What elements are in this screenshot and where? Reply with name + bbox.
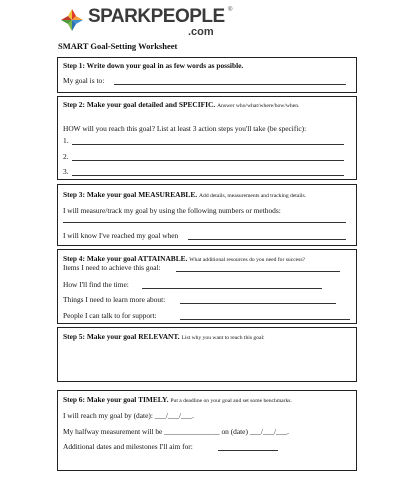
milestones-line[interactable] bbox=[218, 450, 278, 451]
action-step-2-line[interactable] bbox=[72, 160, 344, 161]
step5-heading: Step 5: Make your goal RELEVANT. bbox=[63, 332, 180, 341]
find-time-line[interactable] bbox=[142, 288, 322, 289]
find-time-label: How I'll find the time: bbox=[63, 280, 129, 289]
step3-hint: Add details, measurements and tracking details. bbox=[199, 193, 307, 199]
halfway-measurement-label: My halfway measurement will be _______________ on (date) ___/___/___. bbox=[63, 427, 289, 436]
step3-heading: Step 3: Make your goal MEASUREABLE. bbox=[63, 190, 198, 199]
items-needed-label: Items I need to achieve this goal: bbox=[63, 263, 161, 272]
items-needed-line[interactable] bbox=[176, 271, 340, 272]
milestones-label: Additional dates and milestones I'll aim for: bbox=[63, 442, 193, 451]
know-label: I will know I've reached my goal when bbox=[63, 231, 179, 240]
action-step-2-label: 2. bbox=[63, 152, 69, 161]
step1-heading: Step 1: Write down your goal in as few words as possible. bbox=[63, 61, 244, 70]
sparkpeople-logo bbox=[60, 6, 260, 42]
support-people-label: People I can talk to for support: bbox=[63, 311, 157, 320]
step6-hint: Put a deadline on your goal and set some benchmarks. bbox=[170, 398, 292, 404]
step5-section bbox=[57, 327, 357, 382]
action-step-3-label: 3. bbox=[63, 167, 69, 176]
goal-label: My goal is to: bbox=[63, 76, 105, 85]
support-people-line[interactable] bbox=[180, 319, 350, 320]
action-steps-question: HOW will you reach this goal? List at least 3 action steps you'll take (be specific): bbox=[63, 124, 307, 133]
step4-heading: Step 4: Make your goal ATTAINABLE. bbox=[63, 254, 188, 263]
step6-section bbox=[57, 390, 357, 471]
step2-section bbox=[57, 96, 357, 180]
know-line[interactable] bbox=[188, 239, 346, 240]
measure-line[interactable] bbox=[63, 222, 346, 223]
measure-label: I will measure/track my goal by using the following numbers or methods: bbox=[63, 206, 281, 215]
step6-heading: Step 6: Make your goal TIMELY. bbox=[63, 395, 169, 404]
step2-hint: Answer who/what/where/how/when. bbox=[217, 103, 300, 109]
goal-line[interactable] bbox=[114, 84, 346, 85]
step3-section bbox=[57, 184, 357, 246]
action-step-1-line[interactable] bbox=[72, 144, 344, 145]
step1-section bbox=[57, 57, 357, 93]
reach-goal-date-label: I will reach my goal by (date): ___/___/___. bbox=[63, 411, 194, 420]
brand-suffix: .com bbox=[188, 26, 214, 38]
worksheet-title: SMART Goal-Setting Worksheet bbox=[58, 41, 178, 51]
spark-star-icon bbox=[60, 8, 84, 32]
registered-mark: ® bbox=[228, 7, 233, 13]
action-step-3-line[interactable] bbox=[72, 175, 344, 176]
learn-more-line[interactable] bbox=[180, 303, 336, 304]
step2-heading: Step 2: Make your goal detailed and SPECIFIC. bbox=[63, 100, 216, 109]
step4-section bbox=[57, 249, 357, 324]
action-step-1-label: 1. bbox=[63, 136, 69, 145]
step4-hint: What additional resources do you need for success? bbox=[189, 257, 305, 263]
learn-more-label: Things I need to learn more about: bbox=[63, 295, 166, 304]
step5-hint: List why you want to reach this goal: bbox=[181, 335, 265, 341]
brand-name: SPARKPEOPLE bbox=[88, 6, 225, 27]
